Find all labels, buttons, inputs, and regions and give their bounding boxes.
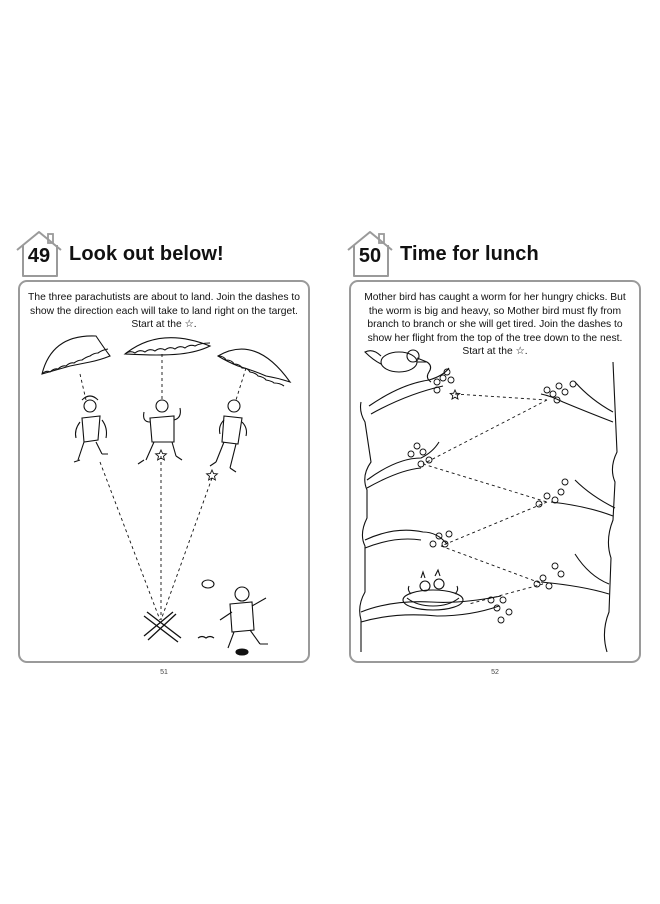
mother-bird	[365, 350, 431, 382]
activity-number: 49	[27, 245, 51, 267]
page-number: 51	[160, 669, 168, 676]
start-star-icon	[450, 390, 460, 399]
parachutists-illustration	[20, 282, 308, 661]
start-star-icon	[156, 450, 218, 480]
activity-title: Look out below!	[69, 243, 224, 265]
parachute-middle	[125, 338, 210, 355]
parachute-right	[218, 349, 290, 382]
activity-instructions: The three parachutists are about to land. Join the dashes to show the direction each will take to land right on the target. Start at the ☆.	[28, 292, 300, 331]
activity-panel	[349, 280, 641, 663]
ground-figure	[198, 580, 268, 655]
parachute-left	[42, 336, 110, 374]
page-number: 52	[491, 669, 499, 676]
nest-with-chicks	[403, 570, 463, 610]
activity-header	[14, 228, 314, 286]
page-50	[345, 228, 645, 683]
target-cross-icon	[144, 612, 181, 642]
leaf-cluster	[434, 369, 454, 393]
activity-instructions: Mother bird has caught a worm for her hungry chicks. But the worm is big and heavy, so Mother bird must fly from branch to branch or she will get tired. Join the dashes to show her flight from the top of the tree down to the nest. Start at the ☆.	[364, 292, 626, 358]
activity-number: 50	[358, 245, 382, 267]
parachutist-middle	[138, 400, 182, 464]
page-49	[14, 228, 314, 683]
activity-title: Time for lunch	[400, 243, 539, 265]
activity-panel	[18, 280, 310, 663]
parachutist-left	[74, 396, 108, 462]
activity-header	[345, 228, 645, 286]
tree-illustration	[351, 282, 639, 661]
parachutist-right	[210, 400, 247, 472]
